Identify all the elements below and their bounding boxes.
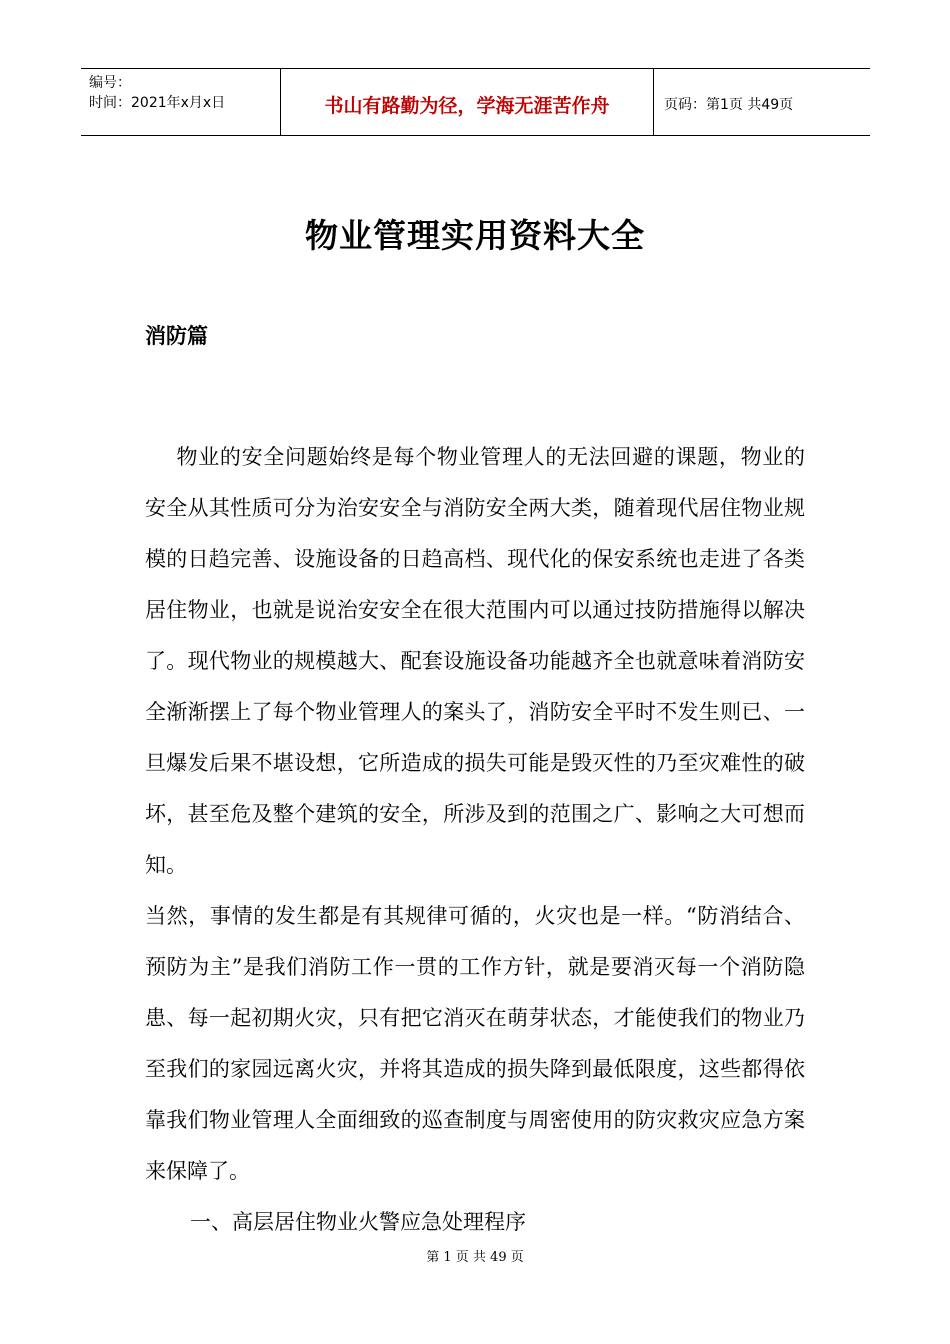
body-paragraph: 当然，事情的发生都是有其规律可循的，火灾也是一样。“防消结合、预防为主”是我们消防工作一贯的工作方针，就是要消灭每一个消防隐患、每一起初期火灾，只有把它消灭在萌芽状态，才能使我们的物业乃至我们的家园远离火灾，并将其造成的损失降到最低限度，这些都得依靠我们物业管理人全面细致的巡查制度与周密使用的防灾救灾应急方案来保障了。: [145, 904, 805, 1183]
section-heading: 消防篇: [145, 324, 208, 348]
document-time-label: 时间：2021年x月x日: [89, 95, 226, 111]
document-number-label: 编号：: [89, 75, 131, 91]
header-meta: [81, 69, 281, 135]
page-footer: 第 1 页 共 49 页: [426, 1250, 524, 1265]
document-title: 物业管理实用资料大全: [305, 216, 645, 255]
header-page-info: 页码：第1页 共49页: [664, 97, 794, 113]
page-header: [81, 68, 870, 136]
document-body: [145, 432, 805, 1248]
header-motto: 书山有路勤为径，学海无涯苦作舟: [281, 69, 654, 135]
subheading: 一、高层居住物业火警应急处理程序: [190, 1210, 526, 1234]
body-paragraph: 物业的安全问题始终是每个物业管理人的无法回避的课题，物业的安全从其性质可分为治安安全与消防安全两大类，随着现代居住物业规模的日趋完善、设施设备的日趋高档、现代化的保安系统也走进了各类居住物业，也就是说治安安全在很大范围内可以通过技防措施得以解决了。现代物业的规模越大、配套设施设备功能越齐全也就意味着消防安全渐渐摆上了每个物业管理人的案头了，消防安全平时不发生则已、一旦爆发后果不堪设想，它所造成的损失可能是毁灭性的乃至灾难性的破坏，甚至危及整个建筑的安全，所涉及到的范围之广、影响之大可想而知。: [145, 445, 805, 877]
